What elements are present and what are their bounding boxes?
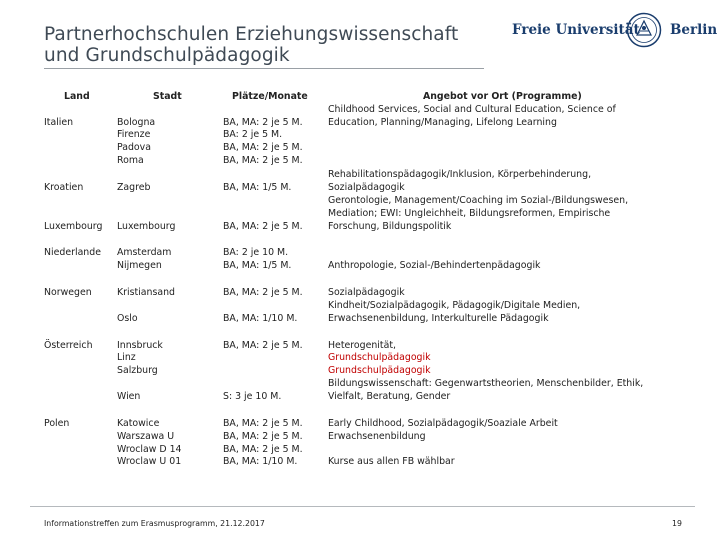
- header-plaetze: Plätze/Monate: [232, 91, 308, 102]
- header-angebot: Angebot vor Ort (Programme): [423, 91, 582, 102]
- angebot-line: Anthropologie, Sozial-/Behindertenpädagogik: [328, 260, 541, 271]
- title-divider: [44, 68, 484, 69]
- logo-text-left: Freie Universität: [512, 22, 640, 38]
- stadt-cell: Amsterdam: [117, 247, 172, 258]
- angebot-line: Childhood Services, Social and Cultural Education, Science of: [328, 104, 616, 115]
- page-number: 19: [672, 519, 682, 528]
- land-cell: Luxembourg: [44, 221, 103, 232]
- angebot-line: Bildungswissenschaft: Gegenwartstheorien, Menschenbilder, Ethik,: [328, 378, 644, 389]
- stadt-cell: Zagreb: [117, 182, 151, 193]
- plaetze-cell: BA, MA: 1/5 M.: [223, 182, 292, 193]
- land-cell: Polen: [44, 418, 70, 429]
- angebot-line: Heterogenität,: [328, 340, 396, 351]
- stadt-cell: Padova: [117, 142, 151, 153]
- footer-divider: [30, 506, 695, 507]
- stadt-cell: Salzburg: [117, 365, 158, 376]
- stadt-cell: Firenze: [117, 129, 151, 140]
- stadt-cell: Kristiansand: [117, 287, 175, 298]
- angebot-line: Sozialpädagogik: [328, 287, 405, 298]
- title-line-1: Partnerhochschulen Erziehungswissenschaft: [44, 24, 459, 45]
- plaetze-cell: BA, MA: 2 je 5 M.: [223, 418, 303, 429]
- stadt-cell: Wroclaw U 01: [117, 456, 182, 467]
- angebot-line: Kurse aus allen FB wählbar: [328, 456, 455, 467]
- angebot-line: Early Childhood, Sozialpädagogik/Soaziale Arbeit: [328, 418, 558, 429]
- angebot-line: Gerontologie, Management/Coaching im Sozial-/Bildungswesen,: [328, 195, 629, 206]
- header-land: Land: [64, 91, 90, 102]
- plaetze-cell: BA, MA: 2 je 5 M.: [223, 431, 303, 442]
- plaetze-cell: BA, MA: 1/10 M.: [223, 456, 298, 467]
- angebot-line: Forschung, Bildungspolitik: [328, 221, 452, 232]
- angebot-line-highlight: Grundschulpädagogik: [328, 365, 431, 376]
- land-cell: Norwegen: [44, 287, 92, 298]
- plaetze-cell: BA, MA: 1/10 M.: [223, 313, 298, 324]
- angebot-line: Erwachsenenbildung, Interkulturelle Pädagogik: [328, 313, 549, 324]
- plaetze-cell: BA, MA: 2 je 5 M.: [223, 221, 303, 232]
- angebot-line: Vielfalt, Beratung, Gender: [328, 391, 451, 402]
- angebot-line: Sozialpädagogik: [328, 182, 405, 193]
- plaetze-cell: BA, MA: 1/5 M.: [223, 260, 292, 271]
- plaetze-cell: BA, MA: 2 je 5 M.: [223, 444, 303, 455]
- university-seal-icon: [626, 12, 662, 48]
- university-logo: [512, 10, 718, 50]
- stadt-cell: Luxembourg: [117, 221, 176, 232]
- angebot-line: Erwachsenenbildung: [328, 431, 426, 442]
- angebot-line: Rehabilitationspädagogik/Inklusion, Körperbehinderung,: [328, 169, 592, 180]
- land-cell: Österreich: [44, 340, 93, 351]
- land-cell: Niederlande: [44, 247, 101, 258]
- plaetze-cell: BA: 2 je 10 M.: [223, 247, 289, 258]
- angebot-line: Mediation; EWI: Ungleichheit, Bildungsreformen, Empirische: [328, 208, 611, 219]
- stadt-cell: Oslo: [117, 313, 138, 324]
- header-stadt: Stadt: [153, 91, 182, 102]
- title-line-2: und Grundschulpädagogik: [44, 45, 290, 66]
- stadt-cell: Katowice: [117, 418, 160, 429]
- stadt-cell: Bologna: [117, 117, 156, 128]
- plaetze-cell: BA, MA: 2 je 5 M.: [223, 155, 303, 166]
- plaetze-cell: BA, MA: 2 je 5 M.: [223, 117, 303, 128]
- stadt-cell: Warszawa U: [117, 431, 175, 442]
- stadt-cell: Nijmegen: [117, 260, 162, 271]
- footer-text: Informationstreffen zum Erasmusprogramm, 21.12.2017: [44, 519, 265, 528]
- logo-text-right: Berlin: [670, 22, 718, 38]
- land-cell: Kroatien: [44, 182, 84, 193]
- plaetze-cell: BA, MA: 2 je 5 M.: [223, 340, 303, 351]
- stadt-cell: Wien: [117, 391, 141, 402]
- plaetze-cell: BA: 2 je 5 M.: [223, 129, 283, 140]
- angebot-line: Education, Planning/Managing, Lifelong Learning: [328, 117, 557, 128]
- land-cell: Italien: [44, 117, 74, 128]
- slide-title: [44, 24, 514, 66]
- plaetze-cell: BA, MA: 2 je 5 M.: [223, 142, 303, 153]
- stadt-cell: Linz: [117, 352, 136, 363]
- stadt-cell: Innsbruck: [117, 340, 163, 351]
- plaetze-cell: S: 3 je 10 M.: [223, 391, 282, 402]
- stadt-cell: Wroclaw D 14: [117, 444, 182, 455]
- plaetze-cell: BA, MA: 2 je 5 M.: [223, 287, 303, 298]
- angebot-line: Kindheit/Sozialpädagogik, Pädagogik/Digitale Medien,: [328, 300, 581, 311]
- stadt-cell: Roma: [117, 155, 144, 166]
- angebot-line-highlight: Grundschulpädagogik: [328, 352, 431, 363]
